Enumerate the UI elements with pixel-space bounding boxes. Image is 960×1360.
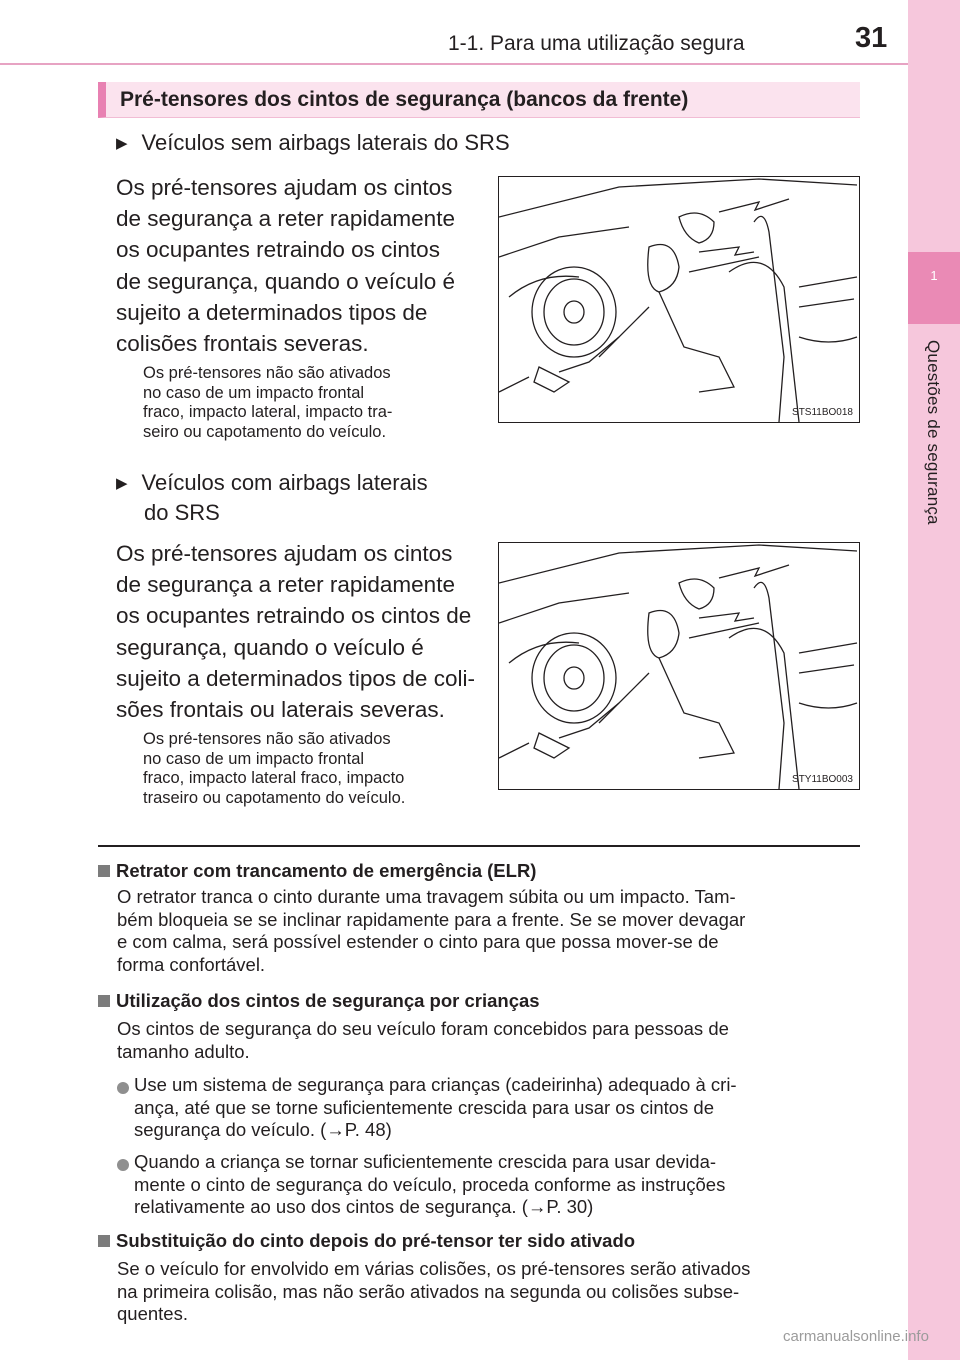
body-line: os ocupantes retraindo os cintos de <box>116 603 472 629</box>
body-line: colisões frontais severas. <box>116 331 369 357</box>
note-heading-elr <box>98 860 536 882</box>
note-line: bém bloqueia se se inclinar rapidamente para a frente. Se se mover devagar <box>117 908 746 930</box>
note-line: na primeira colisão, mas não serão ativados na segunda ou colisões subse- <box>117 1280 740 1302</box>
body-line: de segurança a reter rapidamente <box>116 206 455 232</box>
note-body-replacement <box>117 1258 855 1326</box>
block2-note <box>143 730 476 808</box>
arrow-right-icon: ▶ <box>116 475 128 492</box>
body-line: Os pré-tensores ajudam os cintos <box>116 541 453 566</box>
body-line: sujeito a determinados tipos de coli- <box>116 665 475 691</box>
subheading-no-side-airbags <box>116 130 510 156</box>
note-line: segurança do veículo. (→P. 48) <box>134 1119 392 1141</box>
note-line: e com calma, será possível estender o cinto para que possa mover-se de <box>117 931 719 953</box>
header-rule <box>0 63 908 65</box>
subheading-line-2: do SRS <box>144 500 220 525</box>
note-body-children <box>117 1018 855 1063</box>
body-line: os ocupantes retraindo os cintos <box>116 237 440 263</box>
arrow-right-icon: ▶ <box>116 135 128 152</box>
note-line: O retrator tranca o cinto durante uma travagem súbita ou um impacto. Tam- <box>117 886 736 907</box>
image-code: STY11BO003 <box>792 774 853 785</box>
block1-note <box>143 364 476 442</box>
chapter-label: Questões de segurança <box>924 340 943 525</box>
note-line: Quando a criança se tornar suficientemente crescida para usar devida- <box>134 1151 717 1172</box>
body-line: de segurança, quando o veículo é <box>116 268 456 294</box>
note-line: fraco, impacto lateral, impacto tra- <box>143 403 393 422</box>
note-line: Se o veículo for envolvido em várias colisões, os pré-tensores serão ativados <box>117 1258 751 1279</box>
section-banner <box>98 82 860 118</box>
note-line: traseiro ou capotamento do veículo. <box>143 788 406 807</box>
block2-body <box>116 538 476 725</box>
chapter-number-box <box>908 252 960 324</box>
round-bullet-icon <box>117 1082 129 1094</box>
subheading-text: Veículos com airbags laterais <box>141 470 428 495</box>
note-bullet-2 <box>134 1151 855 1219</box>
note-body-elr <box>117 886 855 977</box>
subheading-line-1-wrap <box>116 470 428 496</box>
illustration-pretensioner-1 <box>498 176 860 423</box>
note-line: Use um sistema de segurança para crianças (cadeirinha) adequado à cri- <box>134 1074 737 1095</box>
note-line: quentes. <box>117 1303 188 1325</box>
illustration-pretensioner-2 <box>498 542 860 790</box>
body-line: sões frontais ou laterais severas. <box>116 697 445 723</box>
body-line: sujeito a determinados tipos de <box>116 299 428 325</box>
square-bullet-icon <box>98 995 110 1007</box>
subheading-with-side-airbags <box>116 470 478 526</box>
body-line: de segurança a reter rapidamente <box>116 572 455 598</box>
note-line: no caso de um impacto frontal <box>143 383 365 402</box>
watermark: carmanualsonline.info <box>783 1328 929 1345</box>
car-interior-illustration <box>499 177 859 422</box>
note-line: mente o cinto de segurança do veículo, proceda conforme as instruções <box>134 1173 726 1195</box>
page-number: 31 <box>855 22 888 54</box>
note-line: forma confortável. <box>117 954 266 976</box>
note-line: no caso de um impacto frontal <box>143 749 365 768</box>
subheading-line-1 <box>116 470 478 496</box>
page-header-title: 1-1. Para uma utilização segura <box>448 32 745 55</box>
block1-body <box>116 172 476 359</box>
note-line: relativamente ao uso dos cintos de segurança. (→P. 30) <box>134 1196 594 1218</box>
note-line: ança, até que se torne suficientemente crescida para usar os cintos de <box>134 1096 715 1118</box>
note-line: tamanho adulto. <box>117 1040 250 1062</box>
subheading-text: Veículos sem airbags laterais do SRS <box>141 130 510 155</box>
image-code: STS11BO018 <box>792 407 853 418</box>
note-line: Os pré-tensores não são ativados <box>143 364 391 382</box>
note-line: fraco, impacto lateral fraco, impacto <box>143 769 405 788</box>
chapter-side-tab <box>908 0 960 1360</box>
note-line: Os cintos de segurança do seu veículo foram concebidos para pessoas de <box>117 1018 729 1039</box>
square-bullet-icon <box>98 1235 110 1247</box>
note-heading-text: Substituição do cinto depois do pré-tensor ter sido ativado <box>116 1230 636 1251</box>
square-bullet-icon <box>98 865 110 877</box>
note-bullet-1 <box>134 1074 855 1142</box>
section-divider <box>98 845 860 847</box>
body-line: Os pré-tensores ajudam os cintos <box>116 175 453 200</box>
note-heading-text: Utilização dos cintos de segurança por crianças <box>116 990 540 1011</box>
note-heading-text: Retrator com trancamento de emergência (ELR) <box>116 860 537 881</box>
note-heading-replacement <box>98 1230 635 1252</box>
round-bullet-icon <box>117 1159 129 1171</box>
note-line: Os pré-tensores não são ativados <box>143 730 391 748</box>
body-line: segurança, quando o veículo é <box>116 634 424 660</box>
section-title: Pré-tensores dos cintos de segurança (bancos da frente) <box>120 88 689 111</box>
note-heading-children <box>98 990 540 1012</box>
chapter-number: 1 <box>930 268 938 283</box>
car-interior-illustration <box>499 543 859 789</box>
note-line: seiro ou capotamento do veículo. <box>143 422 387 441</box>
